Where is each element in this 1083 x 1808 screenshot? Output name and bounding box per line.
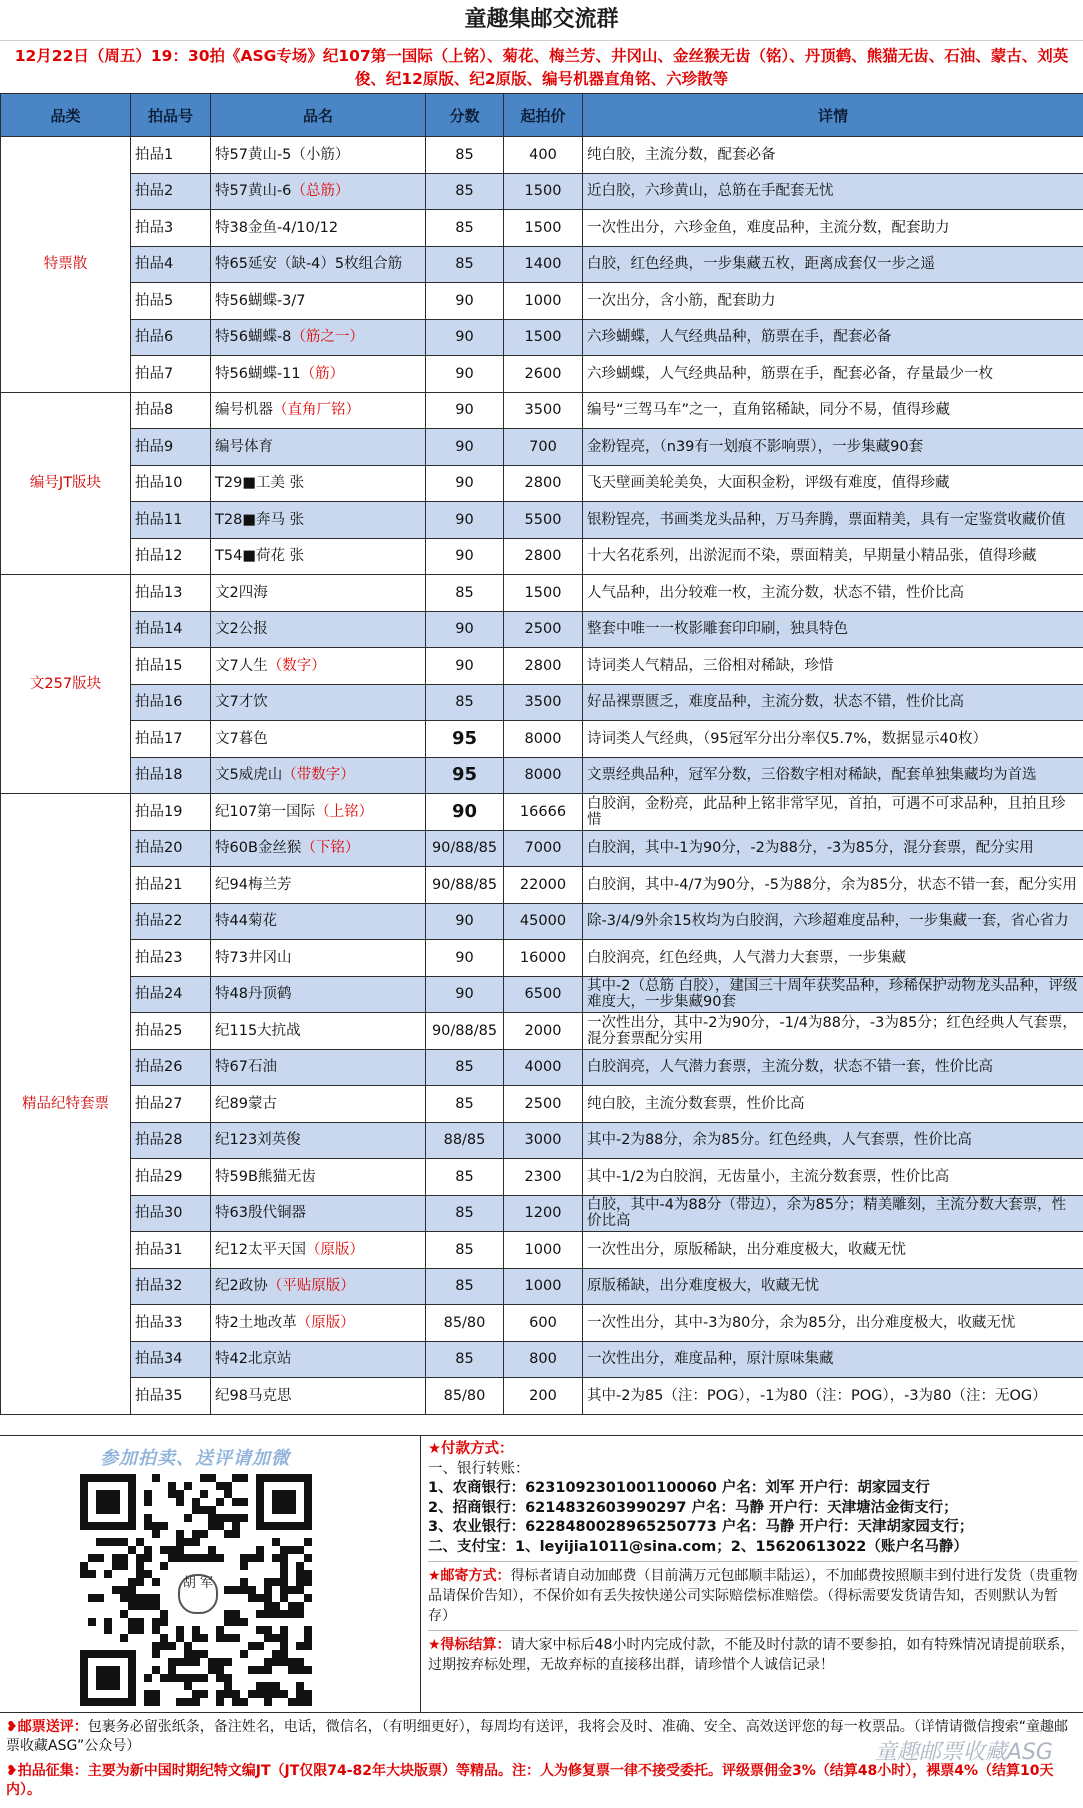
wechat-qr-code[interactable] [80,1474,312,1706]
table-row [1,137,1083,174]
bank-account-2: 2、招商银行：6214832603990297 户名：马静 开户行：天津塘沽金街支行； [428,1499,958,1516]
item-name-cell [211,1268,426,1305]
detail-cell: 白胶，其中-4为88分（带边），余为85分；精美雕刻，主流分数大套票，性价比高 [583,1195,1083,1232]
bank-account-1: 1、农商银行：6231092301001100060 户名：刘军 开户行：胡家园支行 [428,1480,930,1496]
payment-heading: ★付款方式： [428,1441,514,1457]
score-cell: 85 [426,246,504,283]
item-name-cell [211,794,426,831]
detail-cell: 白胶润亮，人气潜力套票，主流分数，状态不错一套，性价比高 [583,1049,1083,1086]
item-tag: （原版） [305,1241,364,1258]
category-cell: 编号JT版块 [1,392,131,575]
auction-lots-table [0,93,1083,1415]
lot-number-cell: 拍品15 [131,648,211,685]
item-name-cell [211,1086,426,1123]
score-cell: 90 [426,356,504,393]
detail-cell: 除-3/4/9外余15枚均为白胶润，六珍超难度品种，一步集藏一套，省心省力 [583,903,1083,940]
item-tag: （平贴原版） [267,1278,355,1295]
score-cell: 90 [426,794,504,831]
lot-number-cell: 拍品30 [131,1195,211,1232]
lot-number-cell: 拍品32 [131,1268,211,1305]
lot-number-cell: 拍品3 [131,210,211,247]
detail-cell: 诗词类人气经典，（95冠军分出分率仅5.7%，数据显示40枚） [583,721,1083,758]
watermark: 童趣邮票收藏ASG [874,1740,1053,1765]
lots-table-body [1,137,1083,1415]
item-name: 特67石油 [215,1059,277,1076]
category-cell: 文257版块 [1,575,131,794]
item-name: 文7才饮 [215,694,268,711]
table-row [1,1159,1083,1196]
start-price-cell: 1500 [504,575,583,612]
detail-cell: 其中-1/2为白胶润，无齿量小，主流分数套票，性价比高 [583,1159,1083,1196]
item-name: 纪115大抗战 [215,1022,301,1039]
start-price-cell: 4000 [504,1049,583,1086]
item-name: 特73井冈山 [215,949,292,966]
lot-number-cell: 拍品27 [131,1086,211,1123]
table-row [1,794,1083,831]
score-cell: 90 [426,648,504,685]
start-price-cell: 3000 [504,1122,583,1159]
start-price-cell: 1000 [504,1268,583,1305]
item-name-cell [211,1195,426,1232]
score-cell: 85 [426,1049,504,1086]
payment-section [428,1440,1078,1712]
start-price-cell: 1500 [504,319,583,356]
start-price-cell: 16000 [504,940,583,977]
item-name: 纪94梅兰芳 [215,876,292,893]
item-name: 纪2政协 [215,1278,268,1295]
score-cell: 85 [426,1086,504,1123]
item-name: T29■工美 张 [215,475,305,492]
detail-cell: 一次性出分，六珍金鱼，难度品种，主流分数，配套助力 [583,210,1083,247]
lot-number-cell: 拍品13 [131,575,211,612]
postage-info [428,1566,1078,1626]
item-name-cell [211,1305,426,1342]
item-name-cell [211,502,426,539]
detail-cell: 白胶润，金粉亮，此品种上铭非常罕见，首拍，可遇不可求品种，且拍且珍惜 [583,794,1083,831]
detail-cell: 六珍蝴蝶，人气经典品种，筋票在手，配套必备，存量最少一枚 [583,356,1083,393]
item-name: T54■荷花 张 [215,548,305,565]
divider [428,1561,1078,1562]
table-row [1,319,1083,356]
item-name-cell [211,648,426,685]
detail-cell: 一次出分，含小筋，配套助力 [583,283,1083,320]
detail-cell: 银粉锃亮，书画类龙头品种，万马奔腾，票面精美，具有一定鉴赏收藏价值 [583,502,1083,539]
detail-cell: 纯白胶，主流分数套票，性价比高 [583,1086,1083,1123]
table-row [1,1378,1083,1415]
score-cell: 85 [426,210,504,247]
detail-cell: 整套中唯一一枚影雕套印印刷，独具特色 [583,611,1083,648]
score-cell: 85 [426,173,504,210]
score-cell: 90 [426,465,504,502]
detail-cell: 白胶，红色经典，一步集藏五枚，距离成套仅一步之遥 [583,246,1083,283]
item-name: 编号体育 [215,438,273,455]
score-cell: 90 [426,940,504,977]
item-name-cell [211,611,426,648]
lot-number-cell: 拍品11 [131,502,211,539]
item-tag: （直角厂铭） [273,402,360,419]
item-tag: （带数字） [282,767,355,784]
table-row [1,1195,1083,1232]
item-name: 特38金鱼-4/10/12 [215,219,339,236]
lot-number-cell: 拍品5 [131,283,211,320]
detail-cell: 其中-2为85（注：POG），-1为80（注：POG），-3为80（注：无OG） [583,1378,1083,1415]
score-cell: 85 [426,1159,504,1196]
item-name-cell [211,356,426,393]
header-item-name: 品名 [211,94,426,137]
item-name-cell [211,940,426,977]
score-cell: 85/80 [426,1378,504,1415]
item-name-cell [211,246,426,283]
start-price-cell: 2300 [504,1159,583,1196]
start-price-cell: 1200 [504,1195,583,1232]
footer-notes [0,1712,1083,1808]
item-name-cell [211,1232,426,1269]
item-name: 编号机器 [215,402,273,419]
lot-number-cell: 拍品18 [131,757,211,794]
item-name-cell [211,538,426,575]
detail-cell: 金粉锃亮，（n39有一划痕不影响票），一步集藏90套 [583,429,1083,466]
score-cell: 90 [426,319,504,356]
score-cell: 95 [426,721,504,758]
item-name-cell [211,1049,426,1086]
start-price-cell: 200 [504,1378,583,1415]
item-name-cell [211,429,426,466]
grading-text: 包裹务必留张纸条，备注姓名，电话，微信名，（有明细更好），每周均有送评，我将会及时、准确、安全、高效送评您的每一枚票品。（详情请微信搜索“童趣邮票收藏ASG”公众号） [6,1719,1068,1754]
start-price-cell: 1500 [504,173,583,210]
table-row [1,830,1083,867]
grading-heading: ❥邮票送评： [6,1719,88,1735]
lot-number-cell: 拍品29 [131,1159,211,1196]
detail-cell: 纯白胶，主流分数，配套必备 [583,137,1083,174]
table-row [1,1086,1083,1123]
detail-cell: 白胶润亮，红色经典，人气潜力大套票，一步集藏 [583,940,1083,977]
item-tag: （上铭） [315,803,374,820]
item-name: 文7人生 [215,657,268,674]
table-row [1,1013,1083,1050]
table-row [1,575,1083,612]
lot-number-cell: 拍品1 [131,137,211,174]
lot-number-cell: 拍品25 [131,1013,211,1050]
lot-number-cell: 拍品2 [131,173,211,210]
start-price-cell: 800 [504,1341,583,1378]
item-name: 特42北京站 [215,1351,292,1368]
start-price-cell: 3500 [504,684,583,721]
start-price-cell: 8000 [504,757,583,794]
detail-cell: 白胶润，其中-4/7为90分，-5为88分，余为85分，状态不错一套，配分实用 [583,867,1083,904]
start-price-cell: 600 [504,1305,583,1342]
score-cell: 85 [426,1232,504,1269]
detail-cell: 其中-2为88分，余为85分。红色经典，人气套票，性价比高 [583,1122,1083,1159]
score-cell: 85 [426,575,504,612]
table-row [1,757,1083,794]
score-cell: 90 [426,392,504,429]
item-tag: （总筋） [291,183,350,200]
table-row [1,903,1083,940]
item-name: 纪123刘英俊 [215,1132,301,1149]
start-price-cell: 2800 [504,648,583,685]
alipay-info: 二、支付宝：1、leyijia1011@sina.com；2、15620613022（账户名马静） [428,1538,968,1555]
start-price-cell: 1000 [504,1232,583,1269]
start-price-cell: 2500 [504,1086,583,1123]
score-cell: 90/88/85 [426,867,504,904]
table-row [1,465,1083,502]
table-row [1,684,1083,721]
detail-cell: 诗词类人气精品，三俗相对稀缺，珍惜 [583,648,1083,685]
start-price-cell: 2500 [504,611,583,648]
detail-cell: 六珍蝴蝶，人气经典品种，筋票在手，配套必备 [583,319,1083,356]
start-price-cell: 1400 [504,246,583,283]
item-tag: （筋） [300,365,345,382]
table-row [1,283,1083,320]
start-price-cell: 400 [504,137,583,174]
item-name: 纪89蒙古 [215,1095,277,1112]
table-row [1,1232,1083,1269]
start-price-cell: 2000 [504,1013,583,1050]
info-section [0,1435,1083,1713]
lot-number-cell: 拍品10 [131,465,211,502]
item-name-cell [211,867,426,904]
item-name-cell [211,1013,426,1050]
lot-number-cell: 拍品24 [131,976,211,1013]
score-cell: 90 [426,611,504,648]
postage-text: 得标者请自动加邮费（目前满万元包邮顺丰陆运），不加邮费按照顺丰到付进行发货（贵重物品请保价告知），不保价如有丢失按快递公司实际赔偿标准赔偿。（得标需要发货请告知，否则默认为暂存） [428,1568,1078,1624]
table-row [1,392,1083,429]
postage-heading: ★邮寄方式： [428,1568,511,1584]
item-name: 特48丹顶鹤 [215,986,292,1003]
table-row [1,976,1083,1013]
header-category: 品类 [1,94,131,137]
detail-cell: 白胶润，其中-1为90分，-2为88分，-3为85分，混分套票，配分实用 [583,830,1083,867]
qr-center-logo: 胡 军 [178,1574,218,1614]
lot-number-cell: 拍品20 [131,830,211,867]
table-row [1,1122,1083,1159]
item-name-cell [211,575,426,612]
detail-cell: 一次性出分，其中-3为80分，余为85分，出分难度极大，收藏无忧 [583,1305,1083,1342]
score-cell: 88/85 [426,1122,504,1159]
lot-number-cell: 拍品35 [131,1378,211,1415]
bank-account-3: 3、农业银行：6228480028965250773 户名：马静 开户行：天津胡家园支行； [428,1519,974,1535]
table-row [1,1049,1083,1086]
table-row [1,648,1083,685]
start-price-cell: 16666 [504,794,583,831]
lot-number-cell: 拍品7 [131,356,211,393]
score-cell: 85 [426,1195,504,1232]
item-name-cell [211,721,426,758]
score-cell: 85 [426,684,504,721]
detail-cell: 十大名花系列，出淤泥而不染，票面精美，早期量小精品张，值得珍藏 [583,538,1083,575]
qr-section [0,1436,421,1712]
table-row [1,429,1083,466]
item-name-cell [211,830,426,867]
item-name-cell [211,1122,426,1159]
score-cell: 90/88/85 [426,830,504,867]
score-cell: 85 [426,1341,504,1378]
start-price-cell: 8000 [504,721,583,758]
item-name: 特56蝴蝶-11 [215,365,301,382]
item-name: 特56蝴蝶-8 [215,329,292,346]
lot-number-cell: 拍品4 [131,246,211,283]
item-name-cell [211,210,426,247]
start-price-cell: 1000 [504,283,583,320]
item-name-cell [211,684,426,721]
score-cell: 90 [426,502,504,539]
category-cell: 特票散 [1,137,131,393]
item-name-cell [211,319,426,356]
item-name: 特44菊花 [215,913,277,930]
item-tag: （下铭） [301,840,360,857]
header-details: 详情 [583,94,1083,137]
item-name: 纪98马克思 [215,1387,292,1404]
lot-number-cell: 拍品8 [131,392,211,429]
table-row [1,210,1083,247]
score-cell: 90/88/85 [426,1013,504,1050]
item-name: 文2公报 [215,621,268,638]
lot-number-cell: 拍品31 [131,1232,211,1269]
start-price-cell: 6500 [504,976,583,1013]
item-name: 文5威虎山 [215,767,283,784]
item-name-cell [211,465,426,502]
detail-cell: 编号“三驾马车”之一，直角铭稀缺，同分不易，值得珍藏 [583,392,1083,429]
divider [428,1630,1078,1631]
category-cell: 精品纪特套票 [1,794,131,1415]
score-cell: 90 [426,976,504,1013]
item-name: 文7暮色 [215,730,268,747]
item-tag: （原版） [296,1314,355,1331]
score-cell: 85/80 [426,1305,504,1342]
item-tag: （小筋） [291,146,350,163]
lot-number-cell: 拍品23 [131,940,211,977]
settlement-text: 请大家中标后48小时内完成付款，不能及时付款的请不要参拍，如有特殊情况请提前联系，过期按弃标处理，无故弃标的直接移出群，请珍惜个人诚信记录！ [428,1637,1075,1673]
item-name-cell [211,283,426,320]
item-name: 纪107第一国际 [215,803,316,820]
lot-number-cell: 拍品22 [131,903,211,940]
table-row [1,356,1083,393]
item-tag: （筋之一） [291,329,364,346]
collection-text: 主要为新中国时期纪特文编JT（JT仅限74-82年大块版票）等精品。注：人为修复票一律不接受委托。评级票佣金3%（结算48小时），裸票4%（结算10天内）。 [6,1763,1054,1798]
detail-cell: 近白胶，六珍黄山，总筋在手配套无忧 [583,173,1083,210]
table-row [1,538,1083,575]
item-name-cell [211,1341,426,1378]
start-price-cell: 700 [504,429,583,466]
item-name: 特65延安（缺-4）5枚组合筋 [215,256,403,273]
table-row [1,1305,1083,1342]
lot-number-cell: 拍品19 [131,794,211,831]
settlement-info [428,1635,1078,1675]
score-cell: 85 [426,137,504,174]
header-start-price: 起拍价 [504,94,583,137]
score-cell: 90 [426,538,504,575]
table-row [1,1341,1083,1378]
detail-cell: 人气品种，出分较难一枚，主流分数，状态不错，性价比高 [583,575,1083,612]
start-price-cell: 2600 [504,356,583,393]
detail-cell: 好品裸票匮乏，难度品种，主流分数，状态不错，性价比高 [583,684,1083,721]
lot-number-cell: 拍品26 [131,1049,211,1086]
score-cell: 95 [426,757,504,794]
lot-number-cell: 拍品21 [131,867,211,904]
item-name-cell [211,903,426,940]
lot-number-cell: 拍品16 [131,684,211,721]
item-name: 文2四海 [215,584,268,601]
item-name-cell [211,976,426,1013]
detail-cell: 其中-2（总筋 白胶），建国三十周年获奖品种，珍稀保护动物龙头品种，评级难度大，一步集藏90套 [583,976,1083,1013]
bank-transfer-heading: 一、银行转账： [428,1460,530,1477]
detail-cell: 飞天壁画美轮美奂，大面积金粉，评级有难度，值得珍藏 [583,465,1083,502]
lot-number-cell: 拍品12 [131,538,211,575]
table-row [1,502,1083,539]
score-cell: 90 [426,429,504,466]
start-price-cell: 2800 [504,465,583,502]
item-name: T28■奔马 张 [215,511,305,528]
start-price-cell: 22000 [504,867,583,904]
score-cell: 85 [426,1268,504,1305]
auction-subtitle: 12月22日（周五）19：30拍《ASG专场》纪107第一国际（上铭）、菊花、梅兰芳、井冈山、金丝猴无齿（铭）、丹顶鹤、熊猫无齿、石油、蒙古、刘英俊、纪12原版、纪2原版、编号机器直角铭、六珍散等 [14,47,1069,88]
lot-number-cell: 拍品34 [131,1341,211,1378]
item-name: 特56蝴蝶-3/7 [215,292,306,309]
item-name: 特2土地改革 [215,1314,297,1331]
item-name-cell [211,137,426,174]
item-name-cell [211,1159,426,1196]
item-name-cell [211,392,426,429]
item-name-cell [211,757,426,794]
detail-cell: 文票经典品种，冠军分数，三俗数字相对稀缺，配套单独集藏均为首选 [583,757,1083,794]
table-row [1,246,1083,283]
settlement-heading: ★得标结算： [428,1637,511,1653]
table-row [1,1268,1083,1305]
item-name: 特59B熊猫无齿 [215,1168,316,1185]
lot-number-cell: 拍品17 [131,721,211,758]
lot-number-cell: 拍品28 [131,1122,211,1159]
score-cell: 90 [426,283,504,320]
start-price-cell: 3500 [504,392,583,429]
table-header-row [1,94,1083,137]
qr-caption: 参加拍卖、送评请加微 [100,1448,290,1469]
detail-cell: 原版稀缺，出分难度极大，收藏无忧 [583,1268,1083,1305]
header-score: 分数 [426,94,504,137]
start-price-cell: 2800 [504,538,583,575]
lot-number-cell: 拍品6 [131,319,211,356]
table-row [1,611,1083,648]
start-price-cell: 1500 [504,210,583,247]
lot-number-cell: 拍品33 [131,1305,211,1342]
table-row [1,867,1083,904]
item-name: 特57黄山-5 [215,146,292,163]
item-name: 特63殷代铜器 [215,1205,306,1222]
item-name: 特57黄山-6 [215,183,292,200]
start-price-cell: 7000 [504,830,583,867]
detail-cell: 一次性出分，原版稀缺，出分难度极大，收藏无忧 [583,1232,1083,1269]
table-row [1,940,1083,977]
lot-number-cell: 拍品9 [131,429,211,466]
start-price-cell: 5500 [504,502,583,539]
item-tag: （数字） [267,657,326,674]
score-cell: 90 [426,903,504,940]
collection-note [6,1762,1077,1800]
detail-cell: 一次性出分，其中-2为90分，-1/4为88分，-3为85分；红色经典人气套票，混分套票配分实用 [583,1013,1083,1050]
table-row [1,721,1083,758]
item-name: 特60B金丝猴 [215,840,302,857]
item-name-cell [211,173,426,210]
collection-heading: ❥拍品征集： [6,1763,88,1779]
detail-cell: 一次性出分，难度品种，原汁原味集藏 [583,1341,1083,1378]
header-lot-number: 拍品号 [131,94,211,137]
table-row [1,173,1083,210]
page-title: 童趣集邮交流群 [0,0,1083,41]
item-name-cell [211,1378,426,1415]
start-price-cell: 45000 [504,903,583,940]
lot-number-cell: 拍品14 [131,611,211,648]
item-name: 纪12太平天国 [215,1241,306,1258]
